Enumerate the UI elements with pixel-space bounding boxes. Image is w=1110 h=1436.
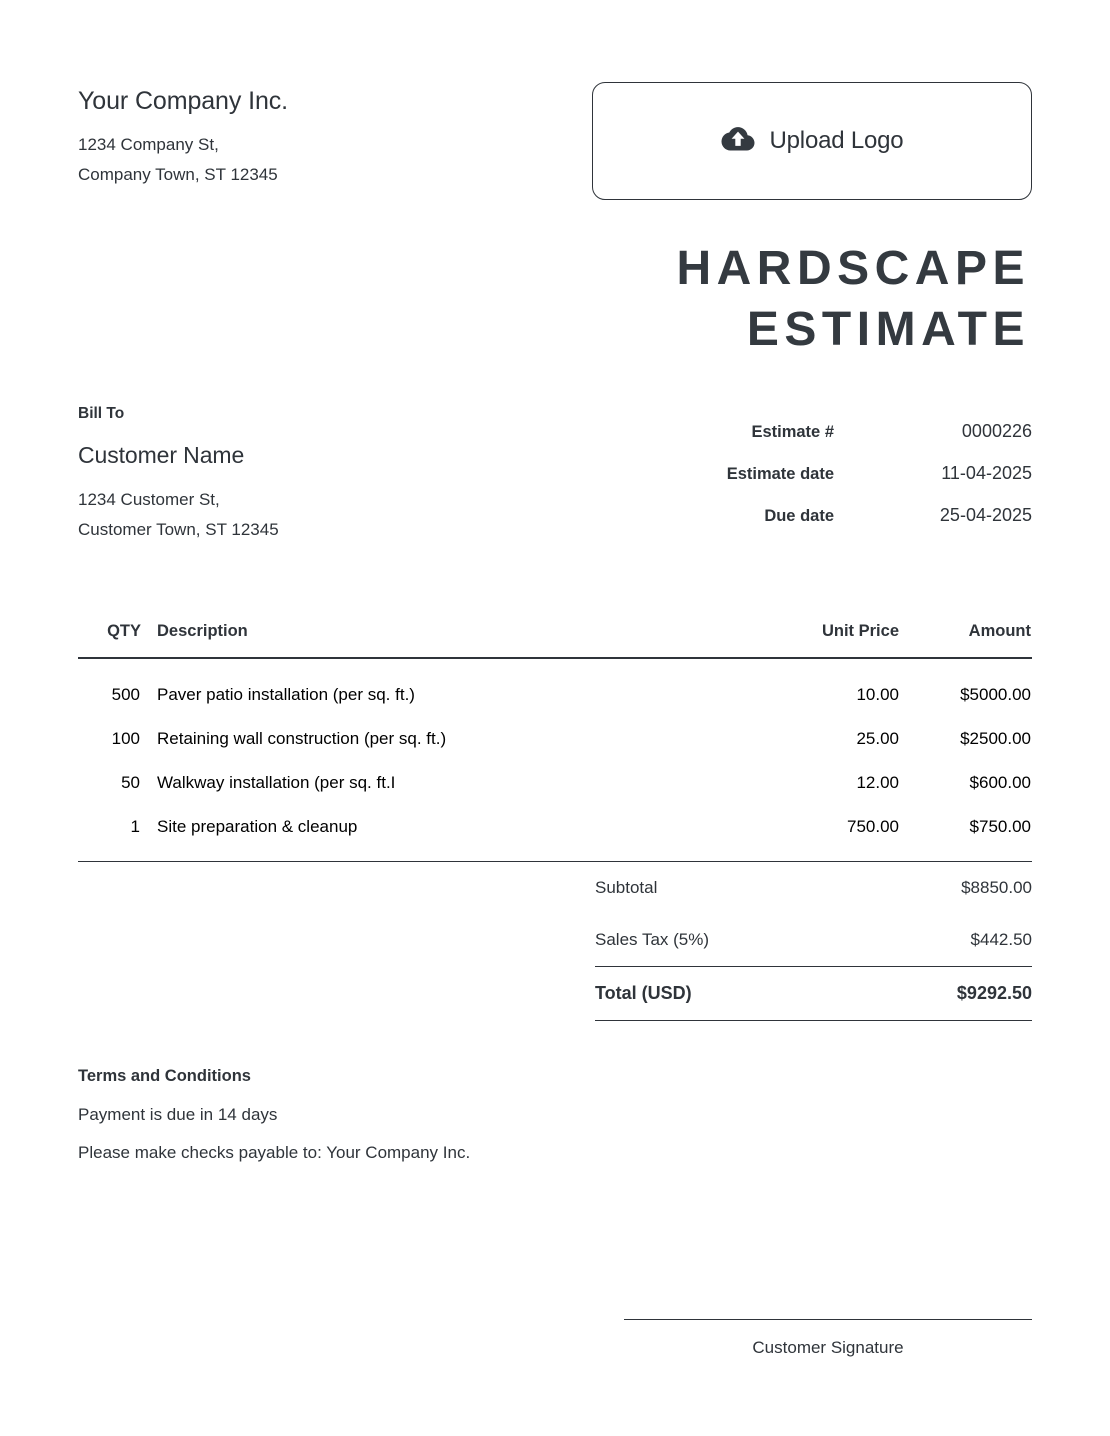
meta-value-estimate-date: 11-04-2025	[941, 462, 1032, 483]
cloud-upload-icon	[721, 125, 755, 158]
column-header-qty: QTY	[78, 621, 141, 658]
billing-and-meta-section	[78, 405, 1032, 547]
customer-address-line-1: 1234 Customer St,	[78, 489, 220, 509]
line-items-table	[78, 621, 1032, 862]
company-address-line-2: Company Town, ST 12345	[78, 164, 278, 184]
upload-logo-label: Upload Logo	[769, 127, 904, 154]
row-unit-price: 750.00	[847, 816, 899, 836]
row-qty: 1	[130, 816, 140, 836]
total-label: Total (USD)	[595, 966, 858, 1020]
subtotal-value: $8850.00	[961, 877, 1032, 897]
row-qty: 100	[111, 728, 140, 748]
upload-logo-button[interactable]	[592, 82, 1032, 200]
row-qty: 50	[121, 772, 140, 792]
table-header-row	[78, 621, 1032, 658]
row-amount: $5000.00	[960, 684, 1031, 704]
totals-row-subtotal	[595, 862, 1032, 914]
table-row	[78, 658, 1032, 705]
total-value: $9292.50	[858, 966, 1032, 1020]
row-description: Walkway installation (per sq. ft.I	[157, 772, 396, 792]
document-header	[78, 0, 1032, 200]
row-unit-price: 12.00	[856, 772, 899, 792]
table-row	[78, 705, 1032, 749]
signature-label: Customer Signature	[752, 1338, 904, 1357]
line-items-body	[78, 658, 1032, 862]
meta-label-due-date: Due date	[764, 506, 834, 525]
totals-row-sales-tax	[595, 914, 1032, 967]
row-qty: 500	[111, 684, 140, 704]
totals-row-total	[595, 966, 1032, 1020]
subtotal-label: Subtotal	[595, 877, 658, 897]
line-items-header	[78, 621, 1032, 658]
row-amount: $2500.00	[960, 728, 1031, 748]
sales-tax-label: Sales Tax (5%)	[595, 929, 710, 949]
customer-name: Customer Name	[78, 441, 245, 468]
row-amount: $750.00	[969, 816, 1031, 836]
terms-line-1: Payment is due in 14 days	[78, 1104, 278, 1124]
table-row	[78, 749, 1032, 793]
column-header-unit-price: Unit Price	[748, 621, 900, 658]
row-unit-price: 25.00	[856, 728, 899, 748]
bill-to-label: Bill To	[78, 404, 125, 422]
table-row	[78, 793, 1032, 862]
sales-tax-value: $442.50	[970, 929, 1032, 949]
document-title-line-1: HARDSCAPE	[676, 242, 1030, 295]
terms-line-2: Please make checks payable to: Your Company Inc.	[78, 1142, 471, 1162]
column-header-description: Description	[141, 621, 748, 658]
totals-section	[78, 862, 1032, 1021]
bill-to-block	[78, 405, 279, 546]
row-unit-price: 10.00	[856, 684, 899, 704]
row-description: Retaining wall construction (per sq. ft.)	[157, 728, 447, 748]
terms-title: Terms and Conditions	[78, 1066, 251, 1085]
row-description: Site preparation & cleanup	[157, 816, 358, 836]
meta-row-estimate-date	[592, 463, 1032, 505]
meta-label-estimate-number: Estimate #	[751, 422, 834, 441]
terms-and-conditions	[78, 1067, 1032, 1163]
signature-block	[624, 1319, 1032, 1358]
page-title	[78, 238, 1032, 361]
meta-row-due-date	[592, 505, 1032, 547]
company-info	[78, 82, 288, 190]
document-title-line-2: ESTIMATE	[746, 303, 1030, 357]
meta-value-estimate-number: 0000226	[961, 420, 1032, 441]
row-description: Paver patio installation (per sq. ft.)	[157, 684, 415, 704]
customer-address-line-2: Customer Town, ST 12345	[78, 520, 279, 540]
company-address-line-1: 1234 Company St,	[78, 134, 219, 154]
totals-table	[595, 862, 1032, 1021]
company-name: Your Company Inc.	[78, 87, 288, 115]
meta-row-estimate-number	[592, 421, 1032, 463]
estimate-meta-table	[592, 421, 1032, 547]
column-header-amount: Amount	[900, 621, 1032, 658]
meta-label-estimate-date: Estimate date	[726, 464, 834, 483]
meta-value-due-date: 25-04-2025	[939, 504, 1032, 525]
row-amount: $600.00	[969, 772, 1031, 792]
